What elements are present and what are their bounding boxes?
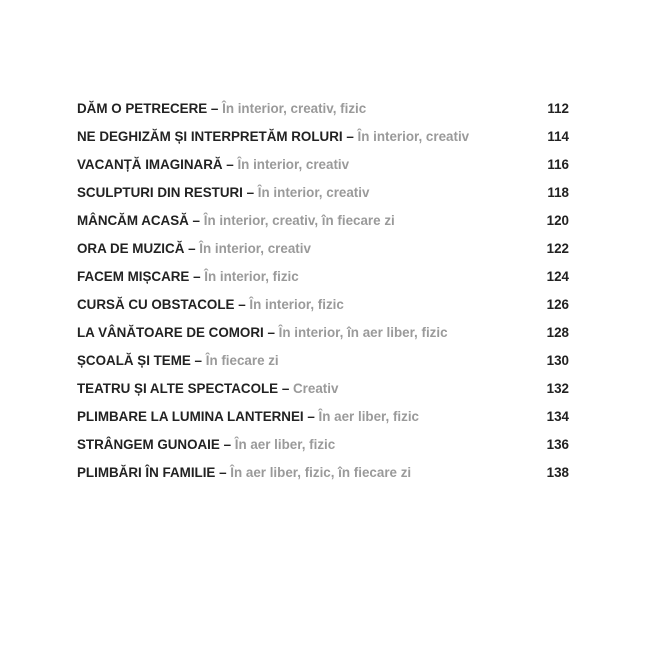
entry-title: TEATRU ȘI ALTE SPECTACOLE — [77, 381, 279, 396]
entry-page-number: 122 — [546, 241, 569, 256]
entry-title: MÂNCĂM ACASĂ — [77, 213, 189, 228]
entry-page-number: 114 — [547, 129, 569, 144]
toc-entry — [77, 95, 569, 123]
entry-title: PLIMBĂRI ÎN FAMILIE — [77, 465, 216, 480]
entry-page-number: 138 — [546, 465, 569, 480]
entry-page-number: 134 — [546, 409, 569, 424]
toc-entry — [77, 123, 569, 151]
entry-title: NE DEGHIZĂM ȘI INTERPRETĂM ROLURI — [77, 129, 343, 144]
entry-tags: În interior, fizic — [204, 269, 299, 284]
entry-page-number: 120 — [546, 213, 569, 228]
toc-entry — [77, 207, 569, 235]
entry-separator: – — [234, 297, 250, 312]
entry-title: ȘCOALĂ ȘI TEME — [77, 353, 191, 368]
entry-page-number: 130 — [546, 353, 569, 368]
entry-title: ORA DE MUZICĂ — [77, 241, 185, 256]
entry-title: FACEM MIȘCARE — [77, 269, 190, 284]
entry-separator: – — [207, 101, 223, 116]
entry-separator: – — [278, 381, 293, 396]
entry-tags: În aer liber, fizic — [318, 409, 419, 424]
entry-separator: – — [263, 325, 279, 340]
entry-title: PLIMBARE LA LUMINA LANTERNEI — [77, 409, 304, 424]
toc-entry — [77, 263, 569, 291]
entry-separator: – — [219, 437, 235, 452]
entry-tags: În interior, creativ — [257, 185, 370, 200]
entry-page-number: 126 — [546, 297, 569, 312]
toc-entry — [77, 319, 569, 347]
entry-tags: În fiecare zi — [205, 353, 279, 368]
toc-entry — [77, 403, 569, 431]
entry-tags: În interior, creativ — [357, 129, 470, 144]
entry-title: LA VÂNĂTOARE DE COMORI — [77, 325, 264, 340]
entry-tags: În interior, creativ, fizic — [222, 101, 367, 116]
entry-separator: – — [189, 269, 205, 284]
entry-page-number: 132 — [546, 381, 569, 396]
entry-tags: În interior, în aer liber, fizic — [278, 325, 448, 340]
entry-tags: În interior, creativ, în fiecare zi — [203, 213, 395, 228]
entry-separator: – — [190, 353, 206, 368]
entry-tags: În interior, fizic — [249, 297, 344, 312]
entry-page-number: 116 — [547, 157, 569, 172]
entry-page-number: 136 — [546, 437, 569, 452]
entry-separator: – — [242, 185, 258, 200]
toc-entry — [77, 179, 569, 207]
table-of-contents — [77, 95, 569, 487]
toc-entry — [77, 235, 569, 263]
entry-title: SCULPTURI DIN RESTURI — [77, 185, 243, 200]
entry-tags: În aer liber, fizic, în fiecare zi — [230, 465, 412, 480]
entry-title: DĂM O PETRECERE — [77, 101, 208, 116]
entry-page-number: 112 — [547, 101, 569, 116]
entry-separator: – — [222, 157, 238, 172]
entry-tags: Creativ — [293, 381, 339, 396]
entry-title: STRÂNGEM GUNOAIE — [77, 437, 220, 452]
entry-separator: – — [303, 409, 319, 424]
toc-entry — [77, 431, 569, 459]
entry-separator: – — [184, 241, 200, 256]
toc-entry — [77, 375, 569, 403]
toc-entry — [77, 291, 569, 319]
entry-page-number: 124 — [546, 269, 569, 284]
entry-tags: În aer liber, fizic — [234, 437, 336, 452]
entry-separator: – — [342, 129, 358, 144]
entry-tags: În interior, creativ — [199, 241, 311, 256]
entry-title: VACANȚĂ IMAGINARĂ — [77, 157, 223, 172]
entry-separator: – — [188, 213, 204, 228]
entry-page-number: 128 — [546, 325, 569, 340]
toc-entry — [77, 151, 569, 179]
entry-page-number: 118 — [547, 185, 569, 200]
entry-tags: În interior, creativ — [237, 157, 350, 172]
entry-separator: – — [215, 465, 231, 480]
toc-entry — [77, 347, 569, 375]
toc-entry — [77, 459, 569, 487]
entry-title: CURSĂ CU OBSTACOLE — [77, 297, 235, 312]
